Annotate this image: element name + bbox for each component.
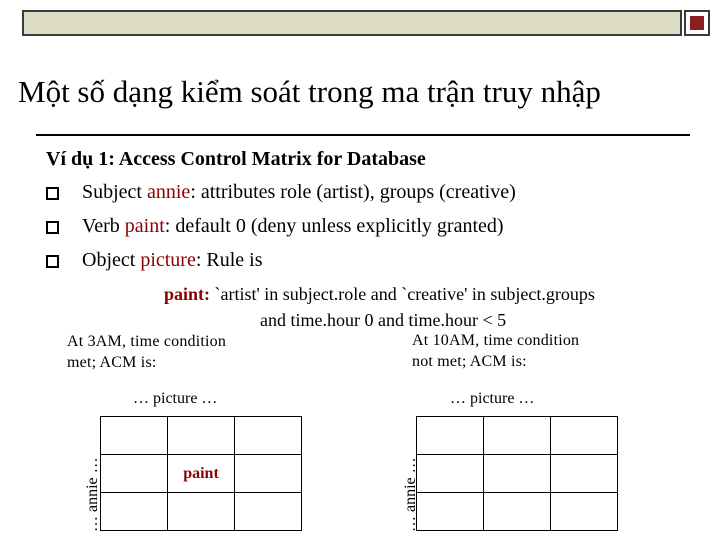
matrix-cell [101,417,168,455]
matrix-cell [551,455,618,493]
right-matrix-column-label: … picture … [450,390,535,407]
rule-label: paint: [164,284,211,304]
matrix-row [417,455,618,493]
matrix-cell [484,455,551,493]
left-matrix-column-label: … picture … [133,390,218,407]
matrix-cell-paint: paint [168,455,235,493]
matrix-row [101,455,302,493]
matrix-cell [417,417,484,455]
matrix-cell [101,493,168,531]
title-divider [36,134,690,136]
example-heading: Ví dụ 1: Access Control Matrix for Database [46,148,426,170]
square-bullet-icon [46,255,59,268]
matrix-cell [235,455,302,493]
bullet-text: Subject annie: attributes role (artist), groups (creative) [82,181,516,203]
matrix-row [101,417,302,455]
slide-title: Một số dạng kiểm soát trong ma trận truy nhập [18,74,601,109]
rule-line-1: paint: `artist' in subject.role and `creative' in subject.groups [164,284,595,304]
matrix-cell [168,493,235,531]
matrix-cell [484,417,551,455]
matrix-cell [417,493,484,531]
matrix-cell [101,455,168,493]
matrix-cell [551,417,618,455]
top-decor-square-fill [690,16,704,30]
left-access-matrix [100,416,302,531]
matrix-row [417,493,618,531]
matrix-cell [168,417,235,455]
right-access-matrix [416,416,618,531]
bullet-text: Object picture: Rule is [82,249,263,271]
matrix-cell [484,493,551,531]
matrix-cell [235,493,302,531]
matrix-cell [551,493,618,531]
matrix-cell [235,417,302,455]
left-matrix-row-label: … annie … [84,457,101,532]
top-decor-square [684,10,710,36]
right-note: At 10AM, time condition not met; ACM is: [412,332,580,370]
square-bullet-icon [46,187,59,200]
matrix-row [417,417,618,455]
rule-line-2: and time.hour 0 and time.hour < 5 [260,310,507,330]
square-bullet-icon [46,221,59,234]
matrix-row [101,493,302,531]
right-matrix-row-label: … annie … [402,457,419,532]
top-decor-bar [22,10,682,36]
matrix-cell [417,455,484,493]
left-note: At 3AM, time condition met; ACM is: [67,333,227,371]
bullet-text: Verb paint: default 0 (deny unless explicitly granted) [82,215,504,237]
